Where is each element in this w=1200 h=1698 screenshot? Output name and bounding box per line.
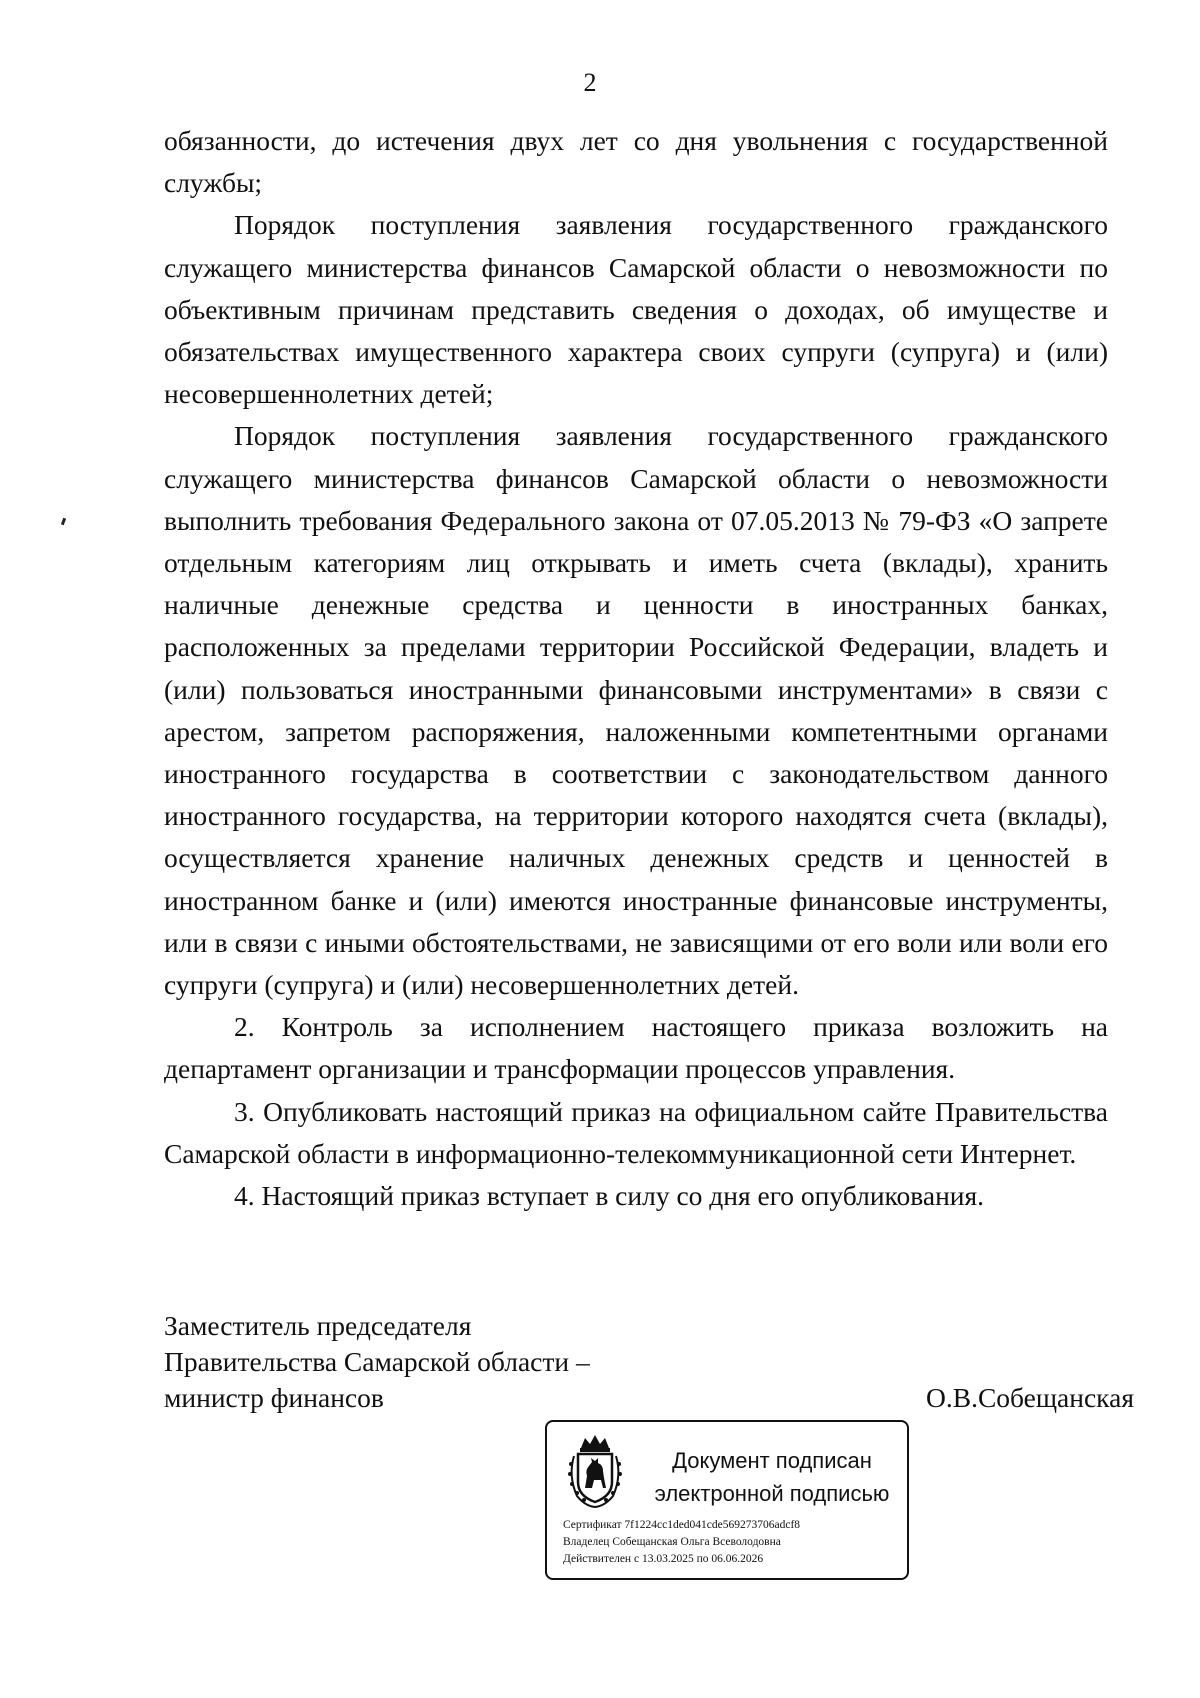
paragraph-procedure-income-statement: Порядок поступления заявления государственного гражданского служащего министерства финансов Самарской области о невозможности по объективным причинам представить сведения о доходах, об имуществе и обязательствах имущественного характера своих супруги (супруга) и (или) несовершеннолетних детей; xyxy=(164,209,1108,410)
samara-coat-of-arms-icon xyxy=(565,1432,625,1510)
signatory-name: О.В.Собещанская xyxy=(926,1382,1134,1413)
page-number: 2 xyxy=(583,68,597,97)
paragraph-continuation: обязанности, до истечения двух лет со дня увольнения с государственной службы; xyxy=(164,125,1108,199)
stamp-details xyxy=(563,1517,800,1568)
scan-artifact-mark xyxy=(61,518,66,526)
paragraph-procedure-foreign-accounts: Порядок поступления заявления государственного гражданского служащего министерства финансов Самарской области о невозможности выполнить требования Федерального закона от 07.05.2013 № 79-ФЗ «О запрете отдельным категориям лиц открывать и иметь счета (вклады), хранить наличные денежные средства и ценности в иностранных банках, расположенных за пределами территории Российской Федерации, владеть и (или) пользоваться иностранными финансовыми инструментами» в связи с арестом, запретом распоряжения, наложенными компетентными органами иностранного государства в соответствии с законодательством данного иностранного государства, на территории которого находятся счета (вклады), осуществляется хранение наличных денежных средств и ценностей в иностранном банке и (или) имеются иностранные финансовые инструменты, или в связи с иными обстоятельствами, не зависящими от его воли или воли его супруги (супруга) и (или) несовершеннолетних детей. xyxy=(164,420,1108,1001)
document-body xyxy=(164,120,1108,1217)
paragraph-item-3-publish: 3. Опубликовать настоящий приказ на официальном сайте Правительства Самарской области в информационно-телекоммуникационной сети Интернет. xyxy=(164,1095,1108,1169)
signatory-position-line: министр финансов xyxy=(164,1382,384,1413)
stamp-validity: Действителен с 13.03.2025 по 06.06.2026 xyxy=(563,1553,764,1565)
signatory-position-line: Правительства Самарской области – xyxy=(164,1346,590,1377)
paragraph-item-2-control: 2. Контроль за исполнением настоящего приказа возложить на департамент организации и трансформации процессов управления. xyxy=(164,1011,1108,1085)
stamp-title xyxy=(647,1444,897,1510)
signatory-position xyxy=(164,1308,590,1416)
electronic-signature-stamp xyxy=(545,1420,909,1580)
stamp-certificate: Сертификат 7f1224cc1ded041cde569273706adcf8 xyxy=(563,1519,801,1531)
stamp-owner: Владелец Собещанская Ольга Всеволодовна xyxy=(563,1536,781,1548)
stamp-title-line: Документ подписан xyxy=(672,1448,872,1473)
stamp-title-line: электронной подписью xyxy=(654,1481,890,1506)
signatory-position-line: Заместитель председателя xyxy=(164,1310,472,1341)
paragraph-item-4-effective: 4. Настоящий приказ вступает в силу со дня его опубликования. xyxy=(234,1180,985,1212)
